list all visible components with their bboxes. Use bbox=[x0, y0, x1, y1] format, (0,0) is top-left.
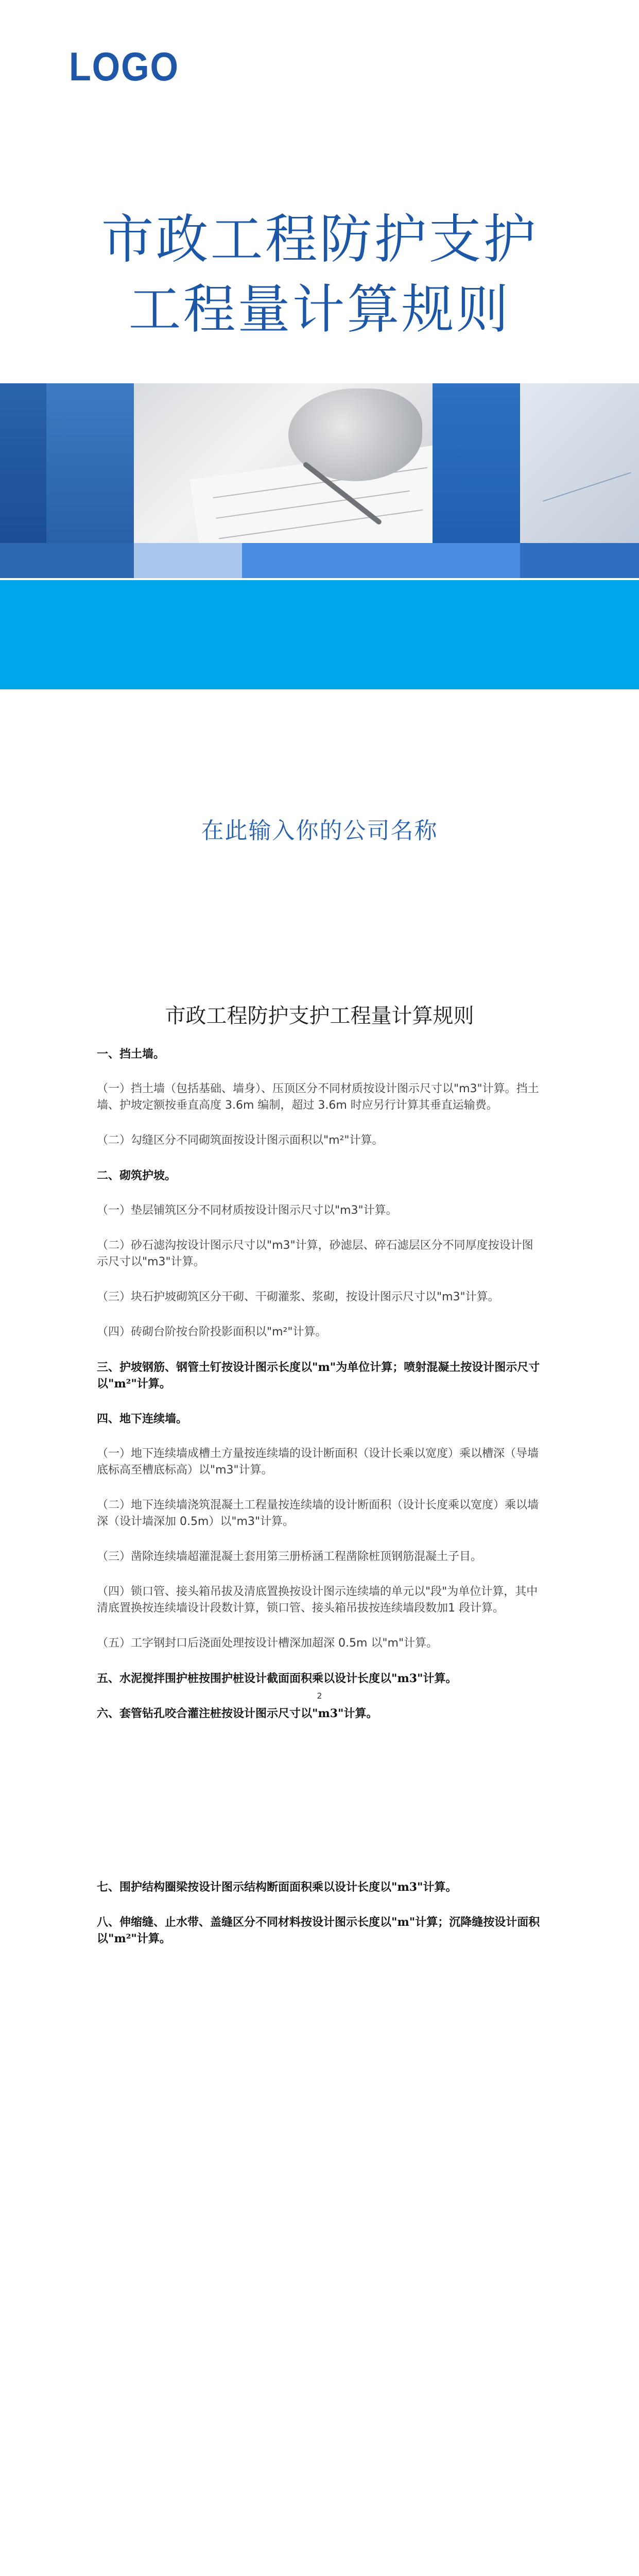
paragraph: （四）锁口管、接头箱吊拔及清底置换按设计图示连续墙的单元以"段"为单位计算，其中清底置换按连续墙设计段数计算，锁口管、接头箱吊拔按连续墙段数加1 段计算。 bbox=[97, 1585, 538, 1615]
paragraph: （四）砖砌台阶按台阶投影面积以"m²"计算。 bbox=[97, 1326, 327, 1338]
section-heading: 五、水泥搅拌围护桩按围护桩设计截面面积乘以设计长度以"m3"计算。 bbox=[97, 1672, 457, 1685]
section-heading: 七、围护结构圈梁按设计图示结构断面面积乘以设计长度以"m3"计算。 bbox=[97, 1880, 457, 1894]
section-heading: 四、地下连续墙。 bbox=[97, 1412, 188, 1426]
banner-cyan-band bbox=[0, 580, 639, 689]
banner-strip-2 bbox=[134, 543, 242, 578]
paragraph: （一）垫层铺筑区分不同材质按设计图示尺寸以"m3"计算。 bbox=[97, 1204, 398, 1217]
banner-strip-1 bbox=[0, 543, 134, 578]
section-heading: 六、套管钻孔咬合灌注桩按设计图示尺寸以"m3"计算。 bbox=[97, 1707, 378, 1720]
banner-panel-left bbox=[46, 383, 134, 543]
cover-banner bbox=[0, 383, 639, 689]
paragraph: （二）勾缝区分不同砌筑面按设计图示面积以"m²"计算。 bbox=[97, 1134, 384, 1147]
section-heading: 二、砌筑护坡。 bbox=[97, 1169, 177, 1182]
paragraph: （一）地下连续墙成槽土方量按连续墙的设计断面积（设计长乘以宽度）乘以槽深（导墙底标高至槽底标高）以"m3"计算。 bbox=[97, 1447, 539, 1477]
banner-photo-writing-hand bbox=[134, 383, 433, 543]
page-3-body bbox=[97, 1879, 543, 1965]
cover-title bbox=[0, 205, 639, 345]
paragraph: （三）块石护坡砌筑区分干砌、干砌灌浆、浆砌，按设计图示尺寸以"m3"计算。 bbox=[97, 1291, 499, 1303]
section-heading: 八、伸缩缝、止水带、盖缝区分不同材料按设计图示长度以"m"计算；沉降缝按设计面积以"m²"计算。 bbox=[97, 1916, 540, 1945]
paragraph: （一）挡土墙（包括基础、墙身）、压顶区分不同材质按设计图示尺寸以"m3"计算。挡土墙、护坡定额按垂直高度 3.6m 编制，超过 3.6m 时应另行计算其垂直运输费。 bbox=[97, 1082, 539, 1112]
cover-title-line-1: 市政工程防护支护 bbox=[101, 209, 538, 270]
company-name: 在此输入你的公司名称 bbox=[201, 818, 438, 844]
banner-strip-4 bbox=[520, 543, 639, 578]
section-heading: 一、挡土墙。 bbox=[97, 1047, 165, 1061]
paragraph: （三）凿除连续墙超灌混凝土套用第三册桥涵工程凿除桩顶钢筋混凝土子目。 bbox=[97, 1550, 482, 1563]
banner-strip-3 bbox=[242, 543, 520, 578]
section-heading: 三、护坡钢筋、钢管土钉按设计图示长度以"m"为单位计算；喷射混凝土按设计图示尺寸以"m²"计算。 bbox=[97, 1361, 540, 1391]
page-2-body bbox=[97, 1046, 543, 1740]
cover-title-line-2: 工程量计算规则 bbox=[128, 279, 511, 341]
paragraph: （二）砂石滤沟按设计图示尺寸以"m3"计算，砂滤层、碎石滤层区分不同厚度按设计图示尺寸以"m3"计算。 bbox=[97, 1239, 533, 1268]
document-title: 市政工程防护支护工程量计算规则 bbox=[165, 1004, 474, 1028]
banner-panel-right-chart bbox=[520, 383, 639, 543]
paragraph: （二）地下连续墙浇筑混凝土工程量按连续墙的设计断面积（设计长度乘以宽度）乘以墙深（设计墙深加 0.5m）以"m3"计算。 bbox=[97, 1499, 539, 1528]
paragraph: （五）工字钢封口后浇面处理按设计槽深加超深 0.5m 以"m"计算。 bbox=[97, 1637, 438, 1650]
page-number-2: 2 bbox=[317, 1691, 322, 1701]
banner-panel-right bbox=[433, 383, 520, 543]
banner-panel-left-dark bbox=[0, 383, 46, 543]
logo: LOGO bbox=[69, 44, 179, 89]
